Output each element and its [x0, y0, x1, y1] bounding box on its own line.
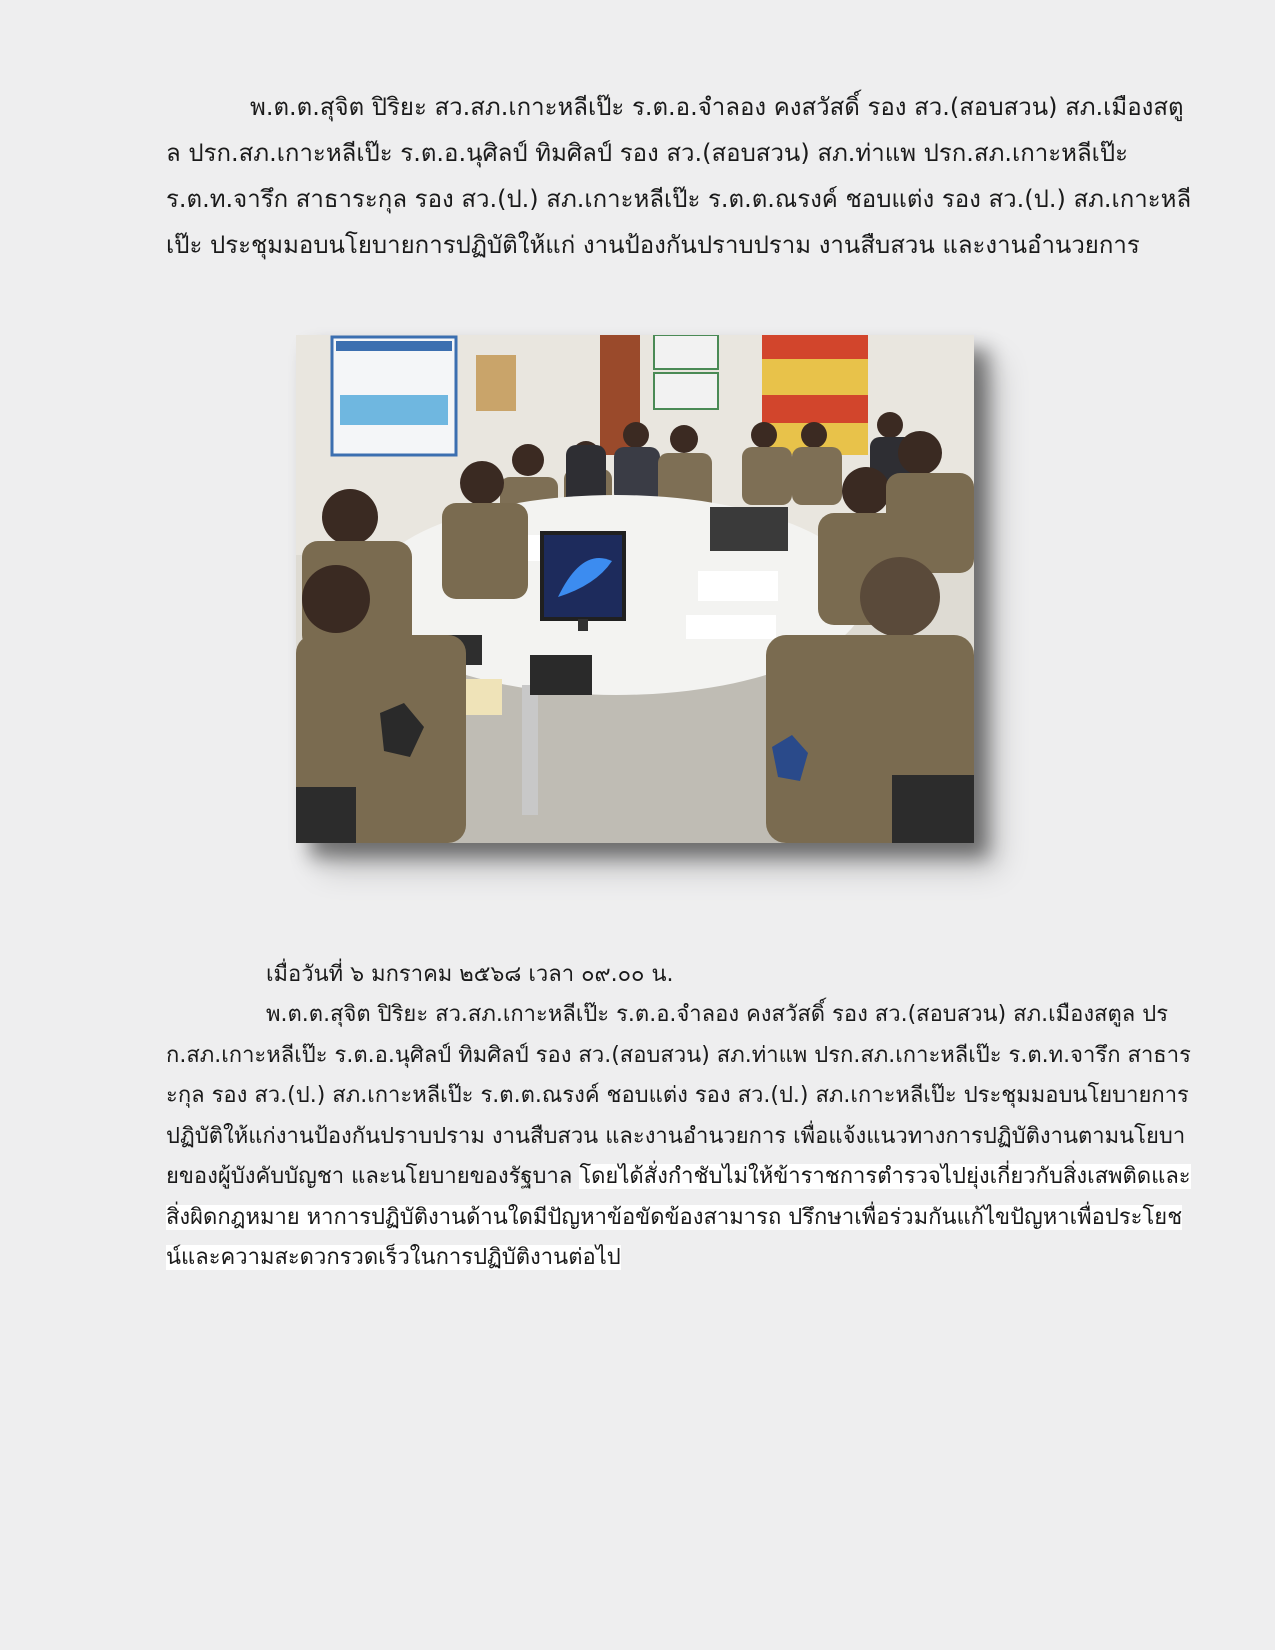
- body-paragraph: [166, 995, 1196, 1279]
- body-paragraph-plain: พ.ต.ต.สุจิต ปิริยะ สว.สภ.เกาะหลีเป๊ะ ร.ต.อ.จำลอง คงสวัสดิ์ รอง สว.(สอบสวน) สภ.เมืองสตูล ปรก.สภ.เกาะหลีเป๊ะ ร.ต.อ.นุศิลป์ ทิมศิลป์ รอง สว.(สอบสวน) สภ.ท่าแพ ปรก.สภ.เกาะหลีเป๊ะ ร.ต.ท.จารึก สาธาระกุล รอง สว.(ป.) สภ.เกาะหลีเป๊ะ ร.ต.ต.ณรงค์ ชอบแต่ง รอง สว.(ป.) สภ.เกาะหลีเป๊ะ ประชุมมอบนโยบายการปฏิบัติให้แก่งานป้องกันปราบปราม งานสืบสวน และงานอำนวยการ เพื่อแจ้งแนวทางการปฏิบัติงานตามนโยบายของผู้บังคับบัญชา และนโยบายของรัฐบาล: [166, 1002, 1191, 1189]
- body-paragraph-highlighted: โดยได้สั่งกำชับไม่ให้ข้าราชการตำรวจไปยุ่งเกี่ยวกับสิ่งเสพติดและสิ่งผิดกฎหมาย หาการปฏิบัติงานด้านใดมีปัญหาข้อขัดข้องสามารถ ปรึกษาเพื่อร่วมกันแก้ไขปัญหาเพื่อประโยชน์และความสะดวกรวดเร็วในการปฏิบัติงานต่อไป: [166, 1164, 1191, 1270]
- meeting-photo: [296, 335, 974, 843]
- meeting-photo-illustration: [296, 335, 974, 843]
- heading-paragraph: พ.ต.ต.สุจิต ปิริยะ สว.สภ.เกาะหลีเป๊ะ ร.ต.อ.จำลอง คงสวัสดิ์ รอง สว.(สอบสวน) สภ.เมืองสตูล ปรก.สภ.เกาะหลีเป๊ะ ร.ต.อ.นุศิลป์ ทิมศิลป์ รอง สว.(สอบสวน) สภ.ท่าแพ ปรก.สภ.เกาะหลีเป๊ะ ร.ต.ท.จารึก สาธาระกุล รอง สว.(ป.) สภ.เกาะหลีเป๊ะ ร.ต.ต.ณรงค์ ชอบแต่ง รอง สว.(ป.) สภ.เกาะหลีเป๊ะ ประชุมมอบนโยบายการปฏิบัติให้แก่ งานป้องกันปราบปราม งานสืบสวน และงานอำนวยการ: [166, 93, 1192, 259]
- date-line: เมื่อวันที่ ๖ มกราคม ๒๕๖๘ เวลา ๐๙.๐๐ น.: [266, 962, 674, 987]
